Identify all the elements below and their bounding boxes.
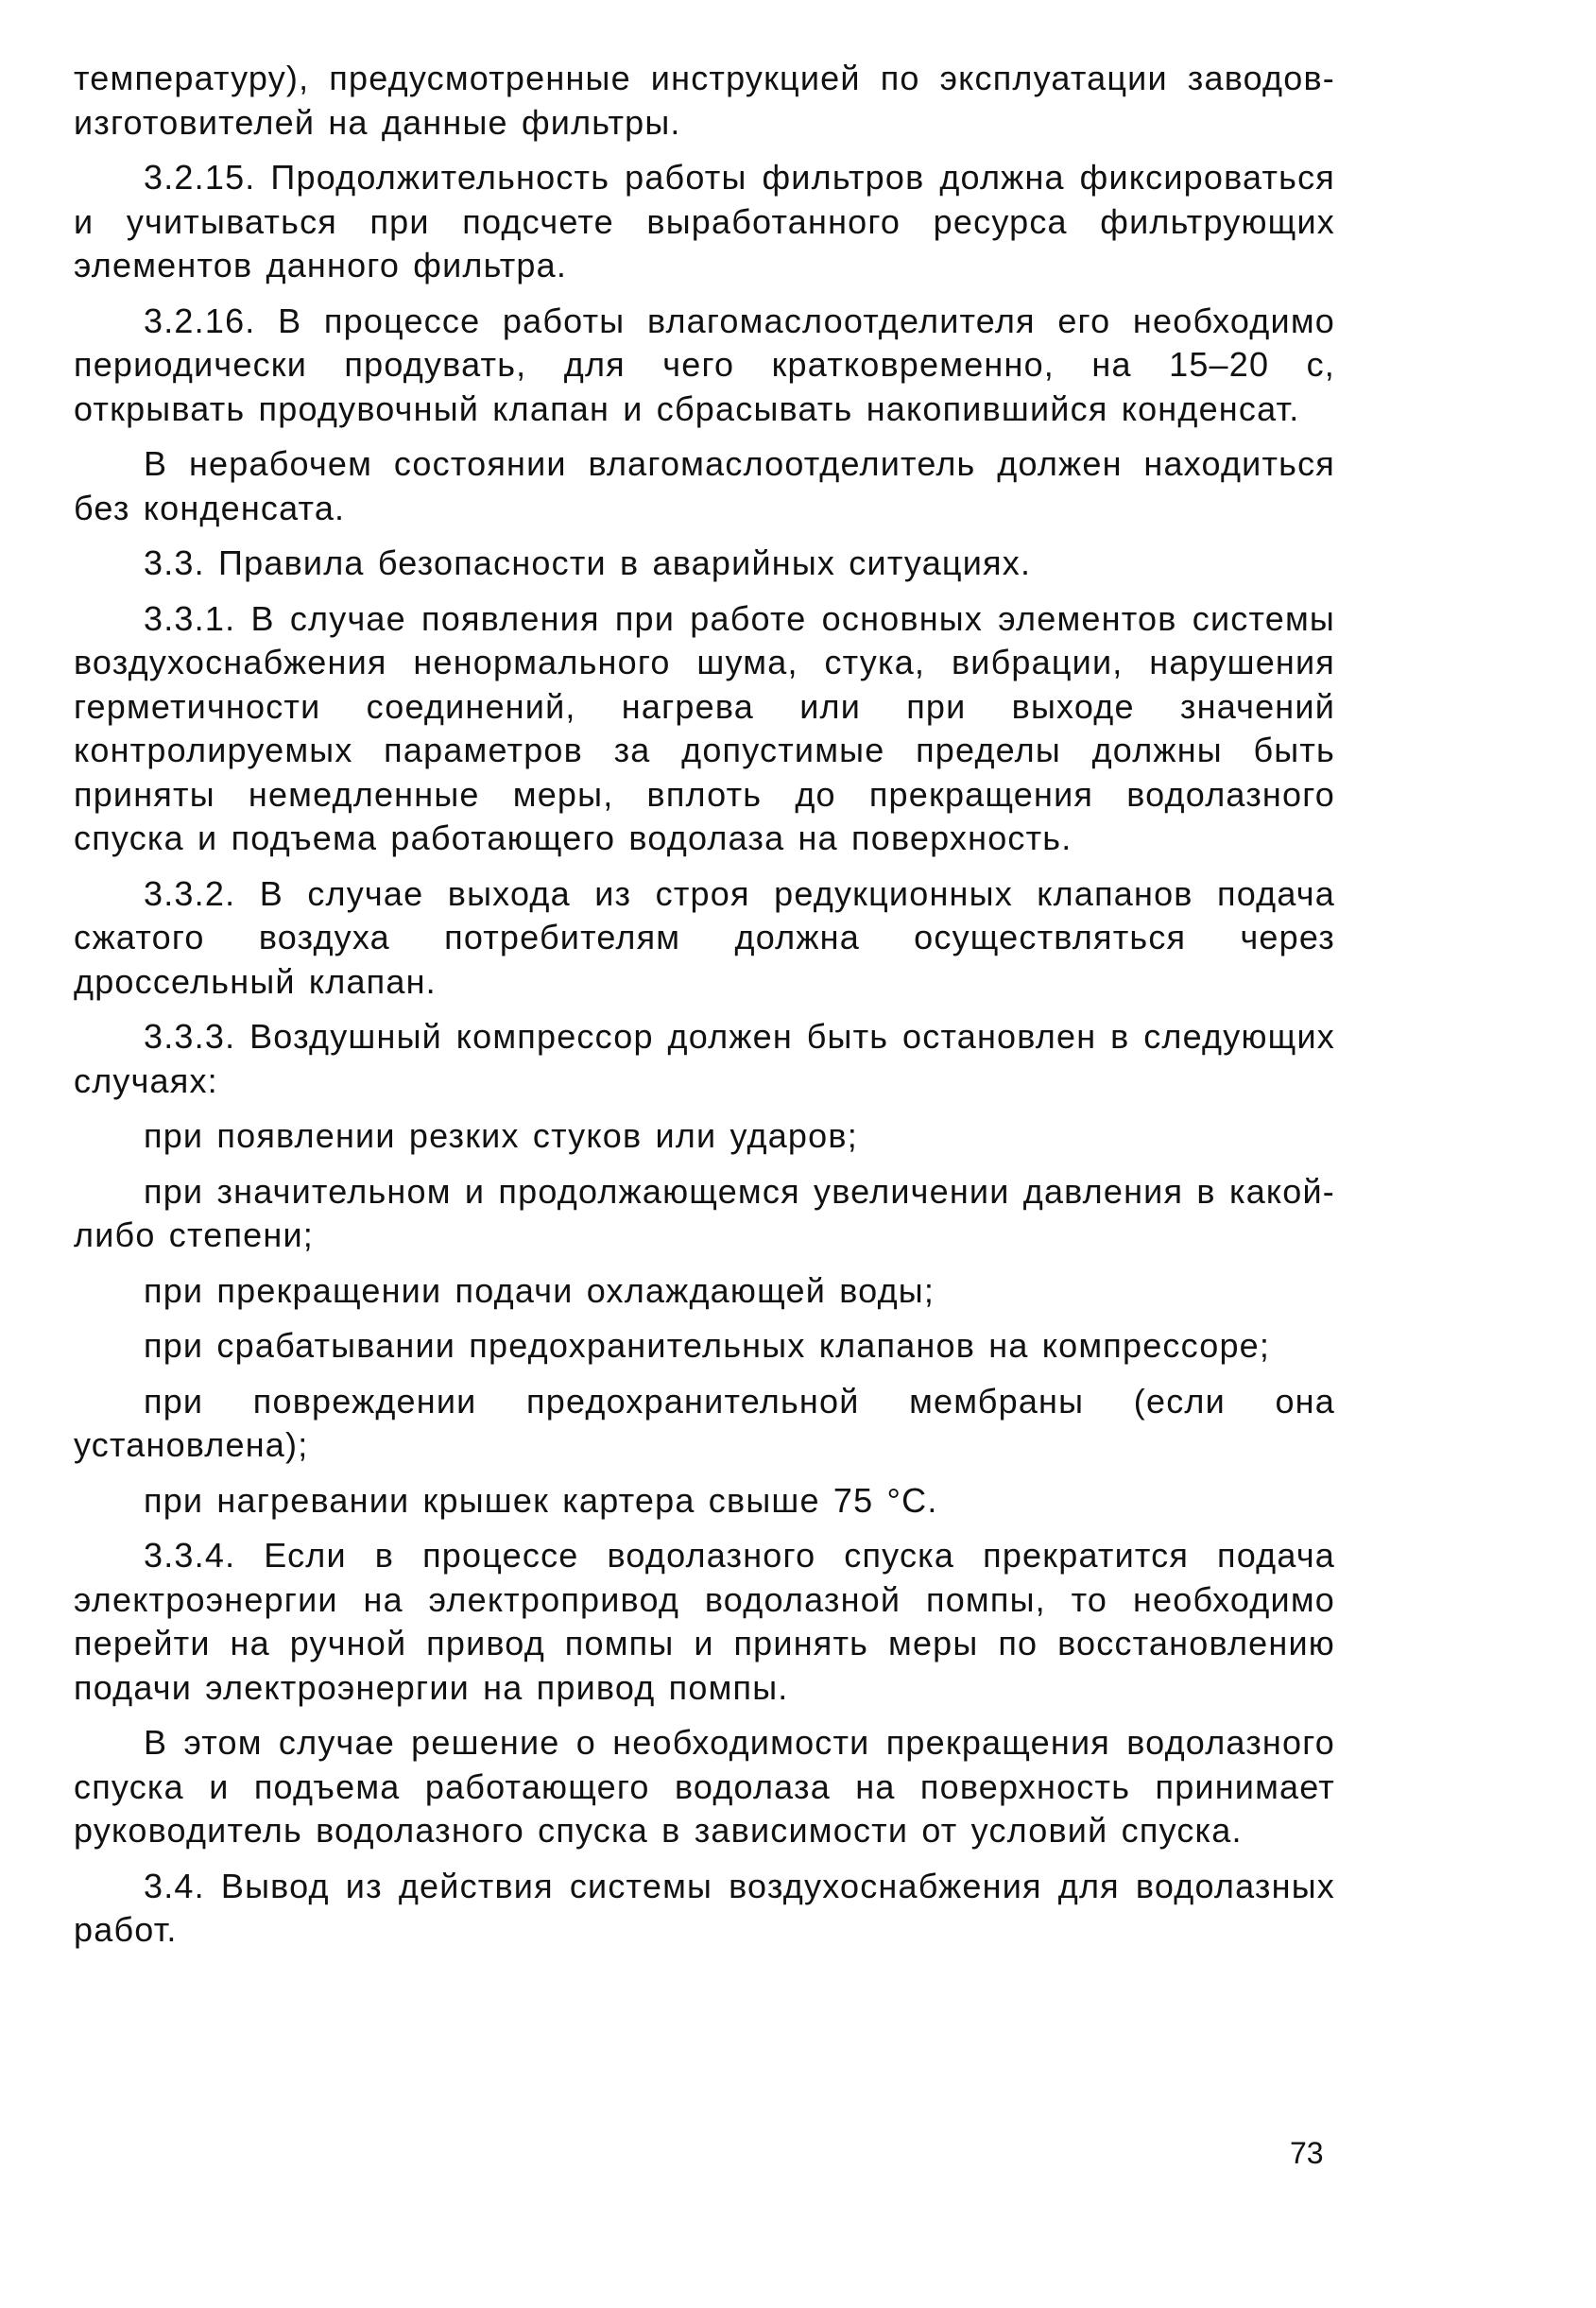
list-item-cooling-water: при прекращении подачи охлаждающей воды; xyxy=(144,1270,935,1310)
list-item-knocks: при появлении резких стуков или ударов; xyxy=(144,1116,858,1155)
section-heading-3-4: 3.4. Вывод из действия системы воздухоснабжения для водолазных работ. xyxy=(74,1866,1335,1949)
paragraph-idle-state: В нерабочем состоянии влагомаслоотделитель должен находиться без конденсата. xyxy=(74,444,1335,527)
paragraph-decision: В этом случае решение о необходимости прекращения водолазного спуска и подъема работающего водолаза на поверхность принимает руководитель водолазного спуска в зависимости от условий спуска. xyxy=(74,1723,1335,1850)
section-heading-3-3: 3.3. Правила безопасности в аварийных ситуациях. xyxy=(144,543,1032,582)
paragraph-3-3-4: 3.3.4. Если в процессе водолазного спуска прекратится подача электроэнергии на электропривод водолазной помпы, то необходимо перейти на ручной привод помпы и принять меры по восстановлению подачи электроэнергии на привод помпы. xyxy=(74,1536,1335,1707)
paragraph-3-2-15: 3.2.15. Продолжительность работы фильтров должна фиксироваться и учитываться при подсчете выработанного ресурса фильтрующих элементов данного фильтра. xyxy=(74,158,1335,284)
list-item-safety-valves: при срабатывании предохранительных клапанов на компрессоре; xyxy=(144,1326,1271,1365)
paragraph-3-3-2: 3.3.2. В случае выхода из строя редукционных клапанов подача сжатого воздуха потребителям должна осуществляться через дроссельный клапан. xyxy=(74,873,1335,1001)
paragraph-continuation: температуру), предусмотренные инструкцией по эксплуатации заводов-изготовителей на данные фильтры. xyxy=(74,59,1335,142)
list-item-pressure: при значительном и продолжающемся увеличении давления в какой-либо степени; xyxy=(74,1171,1335,1254)
page-number: 73 xyxy=(1290,2136,1324,2170)
list-item-membrane: при повреждении предохранительной мембраны (если она установлена); xyxy=(74,1381,1335,1464)
paragraph-3-3-1: 3.3.1. В случае появления при работе основных элементов системы воздухоснабжения ненормального шума, стука, вибрации, нарушения герметичности соединений, нагрева или при выходе значений контролируемых параметров за допустимые пределы должны быть приняты немедленные меры, вплоть до прекращения водолазного спуска и подъема работающего водолаза на поверхность. xyxy=(74,598,1335,857)
list-item-crankcase-heating: при нагревании крышек картера свыше 75 °С. xyxy=(144,1480,938,1520)
paragraph-3-2-16: 3.2.16. В процессе работы влагомаслоотделителя его необходимо периодически продувать, для чего кратковременно, на 15–20 с, открывать продувочный клапан и сбрасывать накопившийся конденсат. xyxy=(74,301,1335,428)
paragraph-3-3-3: 3.3.3. Воздушный компрессор должен быть остановлен в следующих случаях: xyxy=(74,1017,1335,1100)
document-page xyxy=(74,57,1335,1964)
